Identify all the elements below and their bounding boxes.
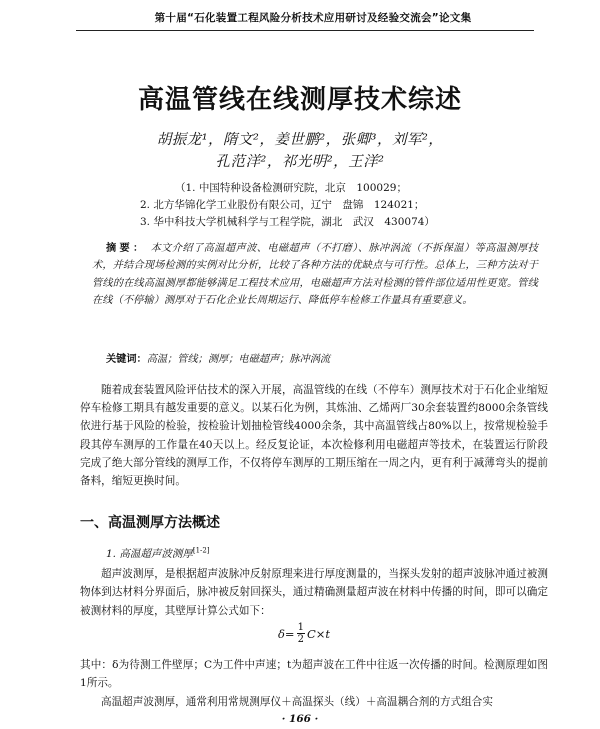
ultrasonic-paragraph: 超声波测厚，是根据超声波脉冲反射原理来进行厚度测量的，当探头发射的超声波脉冲通过被测物体到达材料分界面后，脉冲被反射回探头，通过精确测量超声波在材料中传播的时间，即可以确定被测材料的厚度，其壁厚计算公式如下： — [80, 568, 548, 617]
formula-lhs: δ= — [278, 626, 295, 641]
formula-rhs: C×t — [306, 626, 330, 641]
next-paragraph: 高温超声波测厚，通常利用常规测厚仪＋高温探头（线）＋高温耦合剂的方式组合实 — [101, 696, 493, 708]
running-header: 第十届“石化装置工程风险分析技术应用研讨及经验交流会”论文集 — [154, 12, 472, 24]
abstract-label: 摘要： — [106, 243, 147, 254]
intro-paragraph: 随着成套装置风险评估技术的深入开展，高温管线的在线（不停车）测厚技术对于石化企业缩短停车检修工期具有越发重要的意义。以某石化为例，其炼油、乙烯两厂30余套装置约8000余条管线依进行基于风险的检验，按检验计划抽检管线4000余条，其中高温管线占80%以上，按常规检验手段其停车测厚的工作量在40天以上。经反复论证，本次检修利用电磁超声等技术，在装置运行阶段完成了绝大部分管线的测厚工作，不仅将停车测厚的工期压缩在一周之内，更有利于减薄弯头的提前备料，缩短更换时间。 — [80, 384, 548, 488]
keywords — [106, 350, 538, 365]
formula-explanation: 其中：δ为待测工件壁厚；C为工件中声速；t为超声波在工件中往返一次传播的时间。检测原理如图1所示。 — [80, 659, 548, 690]
paper-title: 高温管线在线测厚技术综述 — [137, 85, 462, 115]
formula-fraction — [297, 622, 305, 645]
keywords-label: 关键词： — [106, 354, 147, 365]
authors-line-2: 孔范洋²，祁光明²，王洋² — [215, 154, 385, 170]
abstract-text: 本文介绍了高温超声波、电磁超声（不打磨）、脉冲涡流（不拆保温）等高温测厚技术，并结合现场检测的实例对比分析，比较了各种方法的优缺点与可行性。总体上，三种方法对于管线的在线高温测厚都能够满足工程技术应用，电磁超声方法对检测的管件部位适用性更宽。管线在线（不停输）测厚对于石化企业长周期运行、降低停车检修工作量具有重要意义。 — [92, 243, 538, 307]
subsection-heading — [106, 546, 210, 561]
authors-line-1: 胡振龙¹，隋文²，姜世鹏²，张卿³，刘军²， — [156, 132, 444, 148]
affiliation-1: （1. 中国特种设备检测研究院，北京 100029； — [175, 182, 407, 194]
keywords-text: 高温；管线；测厚；电磁超声；脉冲涡流 — [146, 354, 331, 365]
section-heading: 一、高温测厚方法概述 — [80, 515, 220, 531]
subsection-citation: [1-2] — [192, 546, 210, 555]
formula-numerator: 1 — [297, 622, 304, 633]
subsection-title: 1. 高温超声波测厚 — [106, 548, 193, 560]
thickness-formula — [278, 622, 330, 645]
affiliation-2: 2. 北方华锦化学工业股份有限公司，辽宁 盘锦 124021； — [140, 199, 425, 211]
page-number: · 166 · — [281, 713, 319, 725]
affiliation-3: 3. 华中科技大学机械科学与工程学院，湖北 武汉 430074） — [140, 216, 435, 228]
abstract — [92, 240, 538, 310]
formula-denominator: 2 — [297, 634, 304, 645]
header-rule — [76, 30, 534, 31]
